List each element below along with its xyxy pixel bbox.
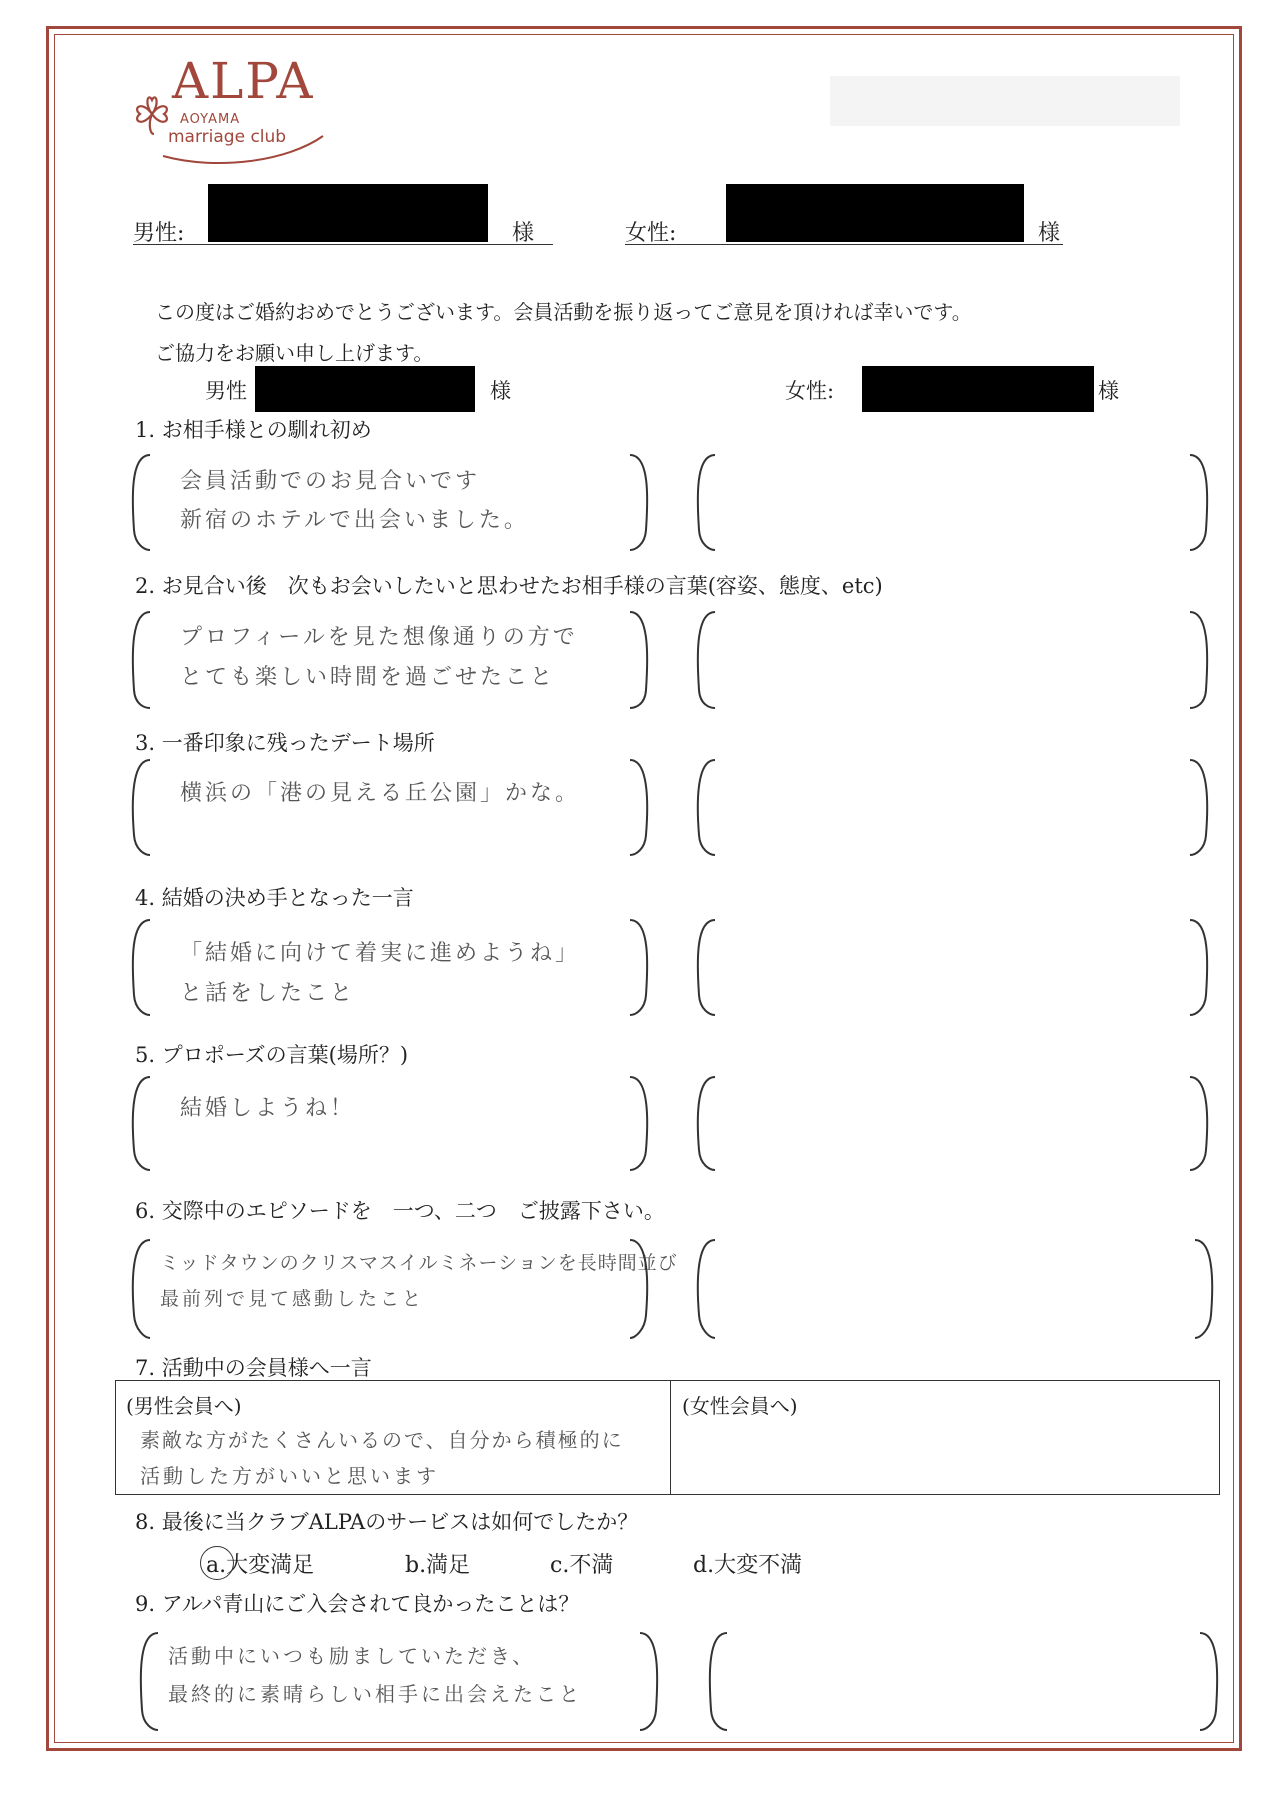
q8-option-b[interactable]: b.満足 [405,1553,471,1578]
q4-answer-line-1: 「結婚に向けて着実に進めようね」 [180,941,581,966]
q3-label: 3. 一番印象に残ったデート場所 [135,731,435,755]
q7-box-divider [670,1380,671,1495]
q2-label: 2. お見合い後 次もお会いしたいと思わせたお相手様の言葉(容姿、態度、etc) [135,574,883,598]
male-label: 男性: [133,221,185,246]
logo-marriage-club: marriage club [168,127,287,147]
intro-line-1: この度はご婚約おめでとうございます。会員活動を振り返ってご意見を頂ければ幸いです。 [155,300,972,324]
q8-option-a[interactable]: a.大変満足 [206,1553,315,1578]
q2-answer-line-1: プロフィールを見た想像通りの方で [180,625,578,650]
q3-answer-line-1: 横浜の「港の見える丘公園」かな。 [180,781,581,806]
q7-label: 7. 活動中の会員様へ一言 [135,1356,372,1380]
q2-answer-line-2: とても楽しい時間を過ごせたこと [180,665,556,690]
q7-female-heading: (女性会員へ) [682,1394,798,1418]
male-label-2: 男性 [205,379,247,403]
female-honorific-2: 様 [1098,379,1119,403]
q9-answer-line-1: 活動中にいつも励ましていただき、 [168,1644,536,1668]
q4-label: 4. 結婚の決め手となった一言 [135,886,414,910]
q9-answer-line-2: 最終的に素晴らしい相手に出会えたこと [168,1682,582,1706]
q1-answer-line-1: 会員活動でのお見合いです [180,469,481,494]
q1-label: 1. お相手様との馴れ初め [135,418,372,442]
q8-option-c[interactable]: c.不満 [550,1553,614,1578]
q7-male-heading: (男性会員へ) [126,1394,242,1418]
q8-option-d[interactable]: d.大変不満 [693,1553,803,1578]
q4-answer-line-2: と話をしたこと [180,981,356,1006]
female-label: 女性: [625,221,677,246]
q6-answer-line-1: ミッドタウンのクリスマスイルミネーションを長時間並び [160,1252,678,1274]
q7-male-answer-line-1: 素敵な方がたくさんいるので、自分から積極的に [140,1428,624,1452]
female-honorific: 様 [1038,221,1061,246]
q5-answer-line-1: 結婚しようね！ [180,1096,356,1121]
q9-label: 9. アルパ青山にご入会されて良かったことは？ [135,1592,580,1616]
logo-brand: ALPA [172,52,315,110]
q8-label: 8. 最後に当クラブALPAのサービスは如何でしたか？ [135,1510,639,1534]
q6-answer-line-2: 最前列で見て感動したこと [160,1288,425,1310]
female-label-2: 女性: [785,379,835,403]
logo-aoyama: AOYAMA [180,112,241,127]
q7-male-answer-line-2: 活動した方がいいと思います [140,1464,439,1488]
intro-line-2: ご協力をお願い申し上げます。 [155,341,434,365]
male-honorific-2: 様 [490,379,511,403]
male-honorific: 様 [512,221,535,246]
q1-answer-line-2: 新宿のホテルで出会いました。 [180,508,529,533]
q6-label: 6. 交際中のエピソードを 一つ、二つ ご披露下さい。 [135,1199,665,1223]
q5-label: 5. プロポーズの言葉(場所？) [135,1043,409,1067]
